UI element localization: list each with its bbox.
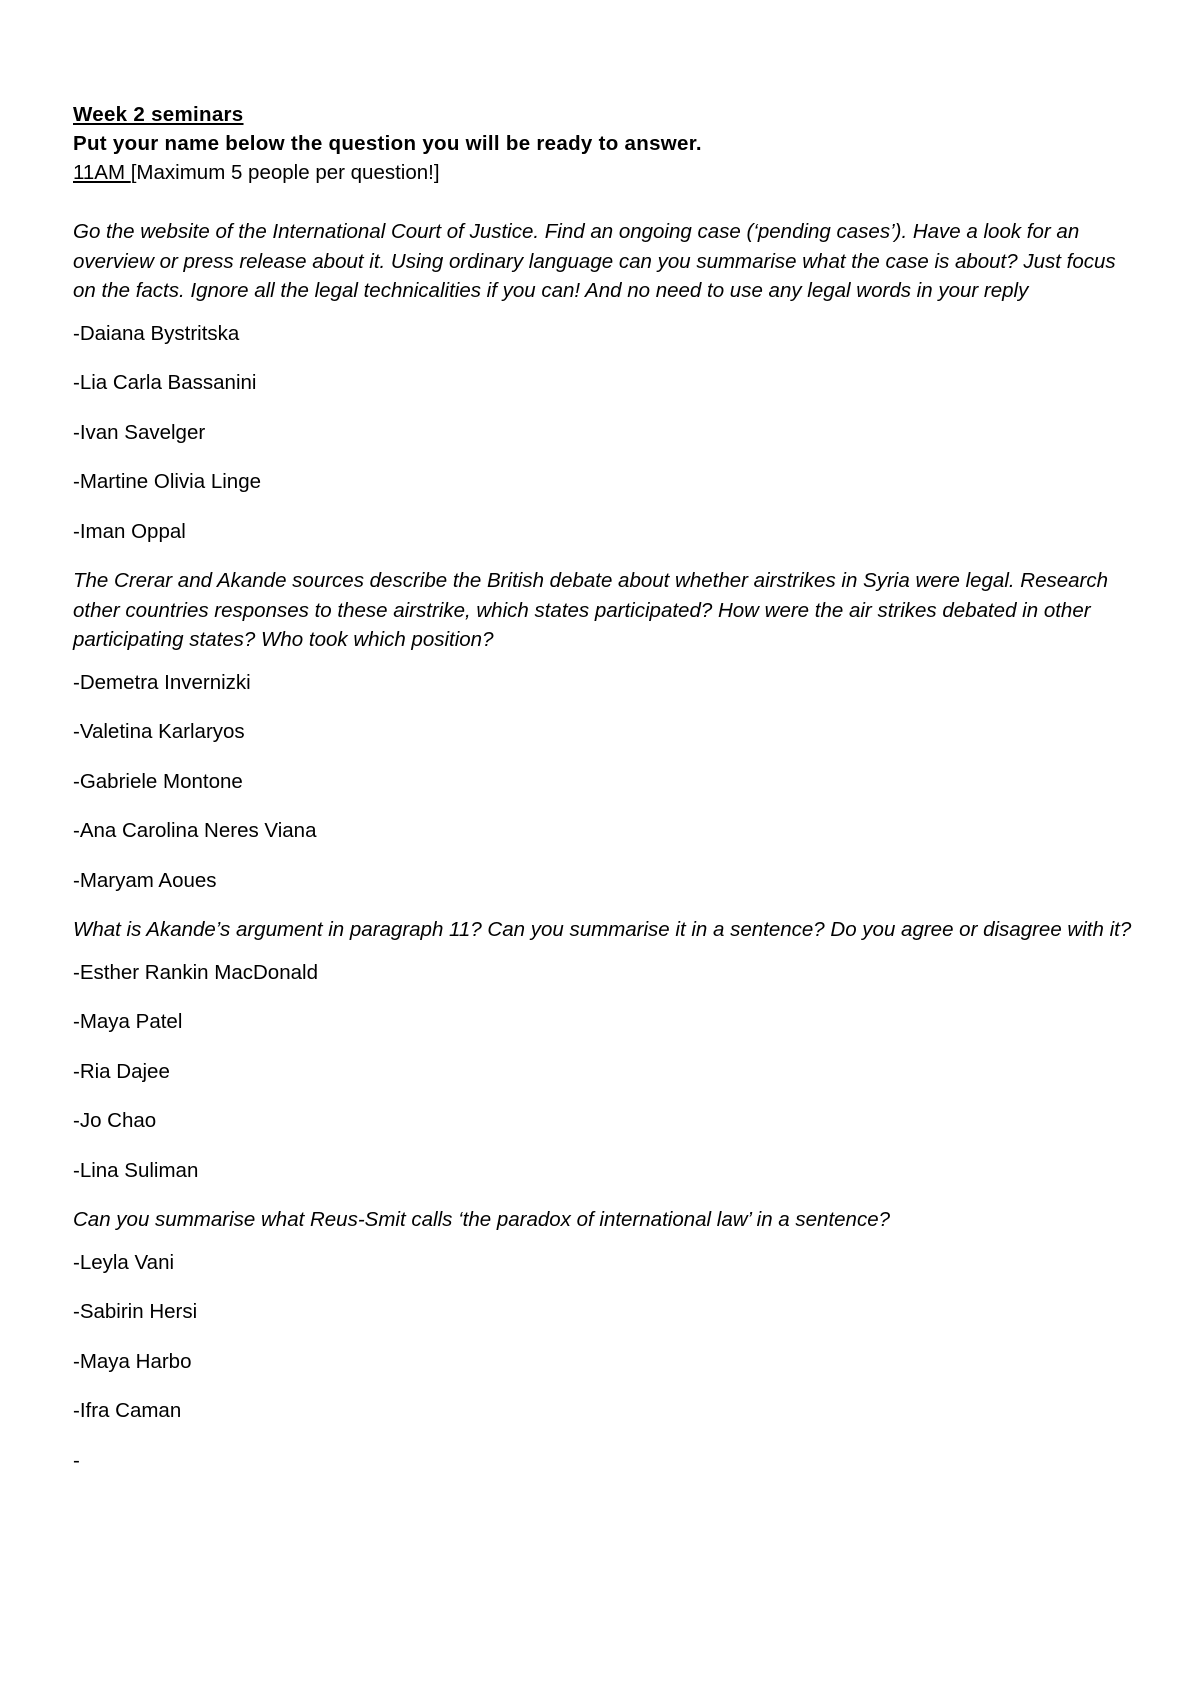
signup-name: -Sabirin Hersi: [73, 1300, 198, 1323]
signup-name: -Valetina Karlaryos: [73, 720, 245, 743]
question-section: [73, 915, 1133, 1185]
session-note: [Maximum 5 people per question!]: [130, 161, 440, 184]
signup-name: -: [73, 1448, 80, 1472]
session-time: 11AM: [73, 161, 131, 184]
signup-name: -Jo Chao: [73, 1109, 157, 1132]
signup-name: -Esther Rankin MacDonald: [73, 960, 318, 984]
signup-name: -Iman Oppal: [73, 519, 186, 543]
document-page: [73, 100, 1133, 1495]
signup-name: -Lina Suliman: [73, 1158, 199, 1182]
question-text: The Crerar and Akande sources describe the British debate about whether airstrikes in Syria were legal. Research other countries responses to these airstrike, which states participated? How were the air strikes debated in other participating states? Who took which position?: [73, 569, 1109, 651]
signup-name: -Maya Patel: [73, 1010, 183, 1033]
signup-name: -Maryam Aoues: [73, 868, 217, 892]
signup-name: -Demetra Invernizki: [73, 670, 251, 694]
signup-name: -Maya Harbo: [73, 1349, 192, 1373]
signup-name: -Ivan Savelger: [73, 420, 206, 444]
signup-name: -Leyla Vani: [73, 1250, 175, 1274]
instruction-text: Put your name below the question you will be ready to answer.: [73, 132, 702, 155]
question-section: [73, 217, 1133, 546]
signup-name: -Ifra Caman: [73, 1399, 182, 1422]
signup-name: -Ana Carolina Neres Viana: [73, 819, 317, 842]
question-text: What is Akande’s argument in paragraph 11? Can you summarise it in a sentence? Do you agree or disagree with it?: [73, 918, 1132, 941]
signup-name: -Lia Carla Bassanini: [73, 371, 257, 394]
session-line: [73, 158, 1133, 187]
question-section: [73, 566, 1133, 895]
question-section: [73, 1205, 1133, 1475]
signup-name: -Ria Dajee: [73, 1059, 170, 1083]
page-title: Week 2 seminars: [73, 103, 244, 126]
question-text: Go the website of the International Court of Justice. Find an ongoing case (‘pending cases’). Have a look for an overview or press release about it. Using ordinary language can you summarise what the case is about? Just focus on the facts. Ignore all the legal technicalities if you can! And no need to use any legal words in your reply: [73, 220, 1116, 302]
question-text: Can you summarise what Reus-Smit calls ‘the paradox of international law’ in a sentence?: [73, 1208, 890, 1231]
signup-name: -Gabriele Montone: [73, 769, 243, 793]
signup-name: -Daiana Bystritska: [73, 321, 240, 345]
signup-name: -Martine Olivia Linge: [73, 470, 261, 493]
